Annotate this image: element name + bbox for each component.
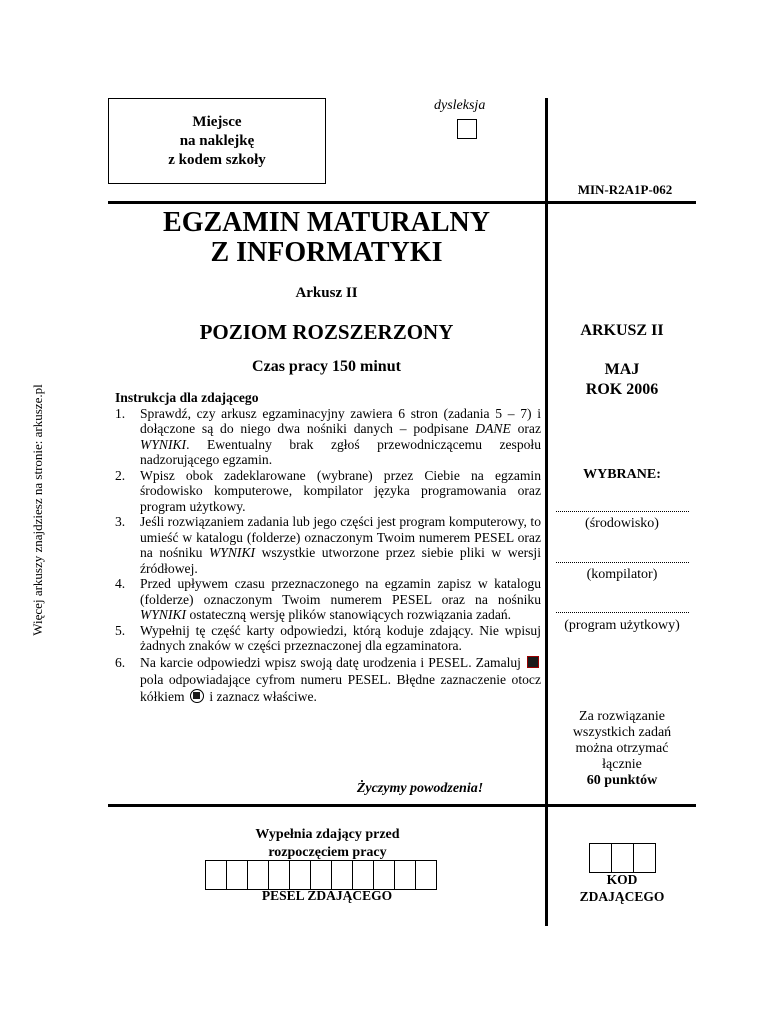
instruction-item <box>115 406 541 468</box>
item-number: 4. <box>115 576 126 591</box>
dyslexia-checkbox[interactable] <box>457 119 477 139</box>
code-label-line-2: ZDAJĄCEGO <box>579 889 665 904</box>
instruction-item <box>115 468 541 515</box>
exam-title <box>108 208 545 268</box>
instructions-heading: Instrukcja dla zdającego <box>115 390 259 405</box>
header-divider <box>108 201 696 204</box>
item-text: wszystkie utworzone przez siebie pliki w wersji źródłowej. <box>140 545 541 576</box>
item-emph: DANE <box>475 421 511 436</box>
item-text: . Ewentualny brak zgłoś przewodniczącemu zespołu nadzorującego egzamin. <box>140 436 541 467</box>
compiler-caption: (kompilator) <box>586 567 658 582</box>
fill-line-1: Wypełnia zdający przed <box>255 827 400 842</box>
pesel-digit-box[interactable] <box>331 860 353 890</box>
circled-square-icon <box>190 689 204 703</box>
points-info <box>548 709 696 789</box>
candidate-code-boxes[interactable] <box>590 843 656 873</box>
fill-line-2: rozpoczęciem pracy <box>268 845 387 860</box>
code-digit-box[interactable] <box>633 843 656 873</box>
item-number: 3. <box>115 514 126 529</box>
time-label: Czas pracy 150 minut <box>252 358 401 375</box>
footer-divider <box>108 804 696 807</box>
pesel-digit-box[interactable] <box>268 860 290 890</box>
points-total: 60 punktów <box>586 773 658 788</box>
item-text: Przed upływem czasu przeznaczonego na egzamin zapisz w katalogu (folderze) oznaczonym Twoim numerem PESEL oraz na nośniku <box>140 576 541 607</box>
title-line-1: EGZAMIN MATURALNY <box>163 207 490 238</box>
session-year: ROK 2006 <box>585 381 659 398</box>
item-text: Sprawdź, czy arkusz egzaminacyjny zawiera 6 stron (zadania 5 – 7) i dołączone są do niego dwa nośniki danych – podpisane <box>140 405 541 436</box>
filled-square-icon <box>527 656 539 668</box>
school-sticker-box <box>108 98 326 184</box>
vertical-divider <box>545 98 548 926</box>
item-emph: WYNIKI <box>140 436 187 452</box>
pesel-digit-box[interactable] <box>373 860 395 890</box>
item-number: 2. <box>115 467 126 483</box>
dyslexia-label: dysleksja <box>434 98 486 113</box>
good-luck-text: Życzymy powodzenia! <box>356 781 484 796</box>
level-label: POZIOM ROZSZERZONY <box>199 320 454 344</box>
item-number: 1. <box>115 405 126 421</box>
environment-caption: (środowisko) <box>585 516 659 531</box>
sheet-label: Arkusz II <box>295 285 358 301</box>
code-digit-box[interactable] <box>611 843 634 873</box>
pesel-input-boxes[interactable] <box>206 860 437 890</box>
sticker-line-3: z kodem szkoły <box>168 151 266 168</box>
item-text: pola odpowiadające cyfrom numeru PESEL. Błędne zaznaczenie otocz kółkiem <box>140 671 541 704</box>
pesel-digit-box[interactable] <box>310 860 332 890</box>
instruction-item <box>115 514 541 576</box>
sticker-line-1: Miejsce <box>192 113 242 130</box>
pesel-digit-box[interactable] <box>352 860 374 890</box>
instructions <box>115 390 541 705</box>
item-emph: WYNIKI <box>140 607 187 622</box>
exam-code: MIN-R2A1P-062 <box>577 182 673 197</box>
title-line-2: Z INFORMATYKI <box>210 237 443 268</box>
session-month: MAJ <box>604 361 640 378</box>
application-field[interactable] <box>556 612 689 613</box>
instruction-item <box>115 576 541 623</box>
item-text: oraz <box>510 421 541 436</box>
item-text: Na karcie odpowiedzi wpisz swoją datę urodzenia i PESEL. Zamaluj <box>140 654 525 670</box>
environment-field[interactable] <box>556 511 689 512</box>
pesel-label: PESEL ZDAJĄCEGO <box>261 888 393 903</box>
candidate-code-label <box>548 871 696 905</box>
instruction-item <box>115 623 541 654</box>
points-line: można otrzymać <box>575 741 669 756</box>
session-date <box>548 360 696 400</box>
right-sheet-label: ARKUSZ II <box>580 322 664 339</box>
item-number: 6. <box>115 654 126 670</box>
side-watermark-text: Więcej arkuszy znajdziesz na stronie: arkusze.pl <box>30 384 45 636</box>
item-emph: WYNIKI <box>208 545 256 560</box>
item-text: Jeśli rozwiązaniem zadania lub jego części jest program komputerowy, to umieść w katalogu (folderze) oznaczonym Twoim numerem PESEL oraz na nośniku <box>140 514 541 560</box>
chosen-label: WYBRANE: <box>583 467 661 482</box>
sticker-line-2: na naklejkę <box>179 132 255 149</box>
pesel-digit-box[interactable] <box>394 860 416 890</box>
pesel-digit-box[interactable] <box>415 860 437 890</box>
compiler-field[interactable] <box>556 562 689 563</box>
pesel-digit-box[interactable] <box>247 860 269 890</box>
points-line: wszystkich zadań <box>572 725 672 740</box>
item-text: ostateczną wersję plików stanowiących rozwiązania zadań. <box>186 607 512 622</box>
points-line: Za rozwiązanie <box>579 709 665 724</box>
application-caption: (program użytkowy) <box>564 618 680 633</box>
instruction-item <box>115 654 541 705</box>
pesel-digit-box[interactable] <box>289 860 311 890</box>
points-line: łącznie <box>602 757 642 772</box>
item-text: Wypełnij tę część karty odpowiedzi, którą koduje zdający. Nie wpisuj żadnych znaków w części przeznaczonej dla egzaminatora. <box>140 622 541 653</box>
item-text: Wpisz obok zadeklarowane (wybrane) przez Ciebie na egzamin środowisko komputerowe, kompilator języka programowania oraz program użytkowy. <box>140 467 541 514</box>
pesel-digit-box[interactable] <box>226 860 248 890</box>
code-digit-box[interactable] <box>589 843 612 873</box>
item-text: i zaznacz właściwe. <box>205 688 317 704</box>
fill-before-work <box>210 826 445 862</box>
code-label-line-1: KOD <box>606 872 638 887</box>
item-number: 5. <box>115 622 126 638</box>
pesel-digit-box[interactable] <box>205 860 227 890</box>
